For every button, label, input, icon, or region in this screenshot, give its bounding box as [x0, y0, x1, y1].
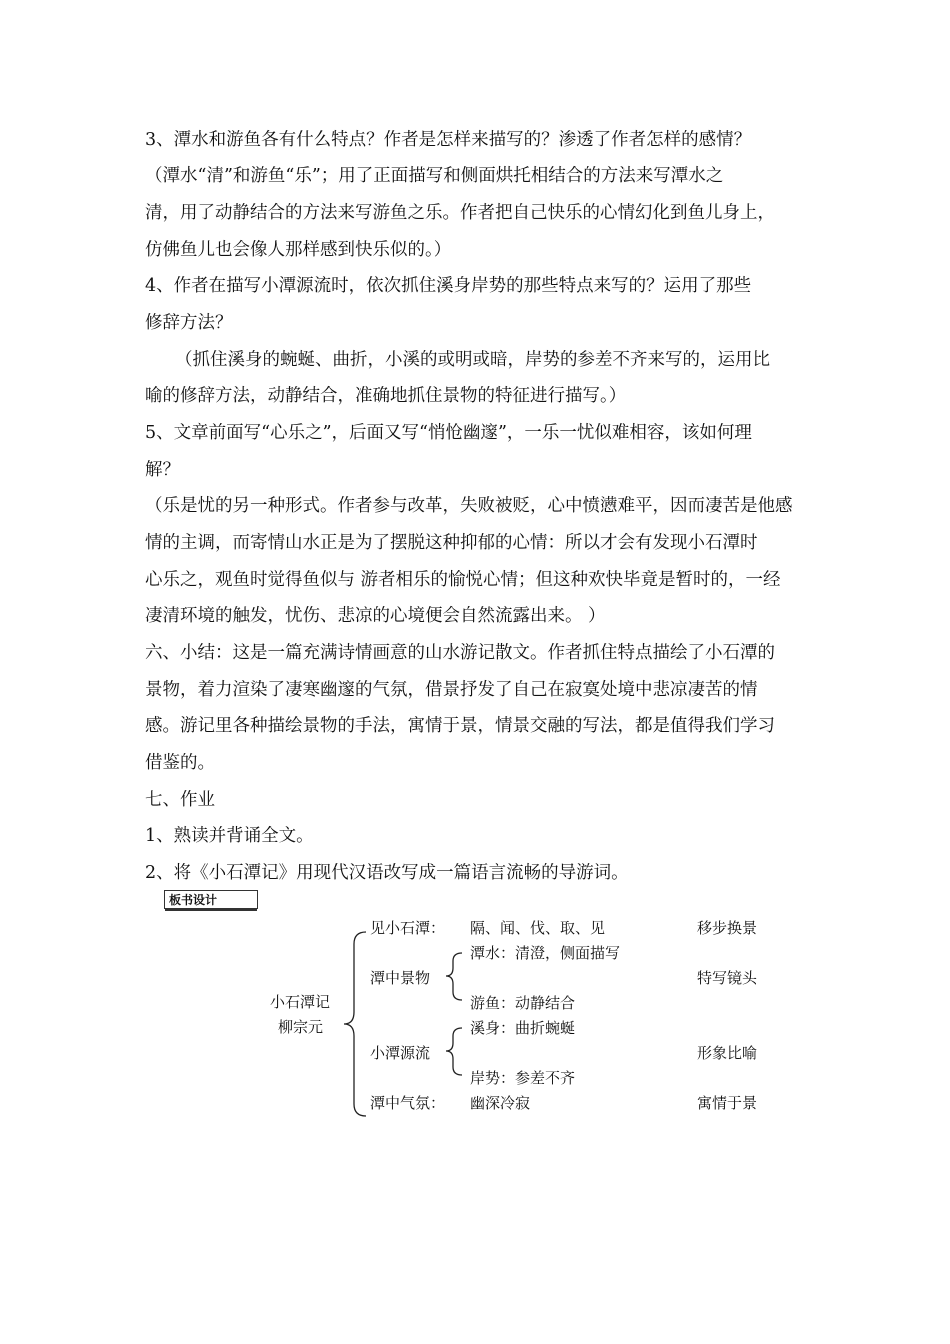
answer-3-line-2: 清，用了动静结合的方法来写游鱼之乐。作者把自己快乐的心情幻化到鱼儿身上， — [145, 203, 775, 223]
answer-5-line-4: 凄清环境的触发，忧伤、悲凉的心境便会自然流露出来。 ） — [145, 606, 606, 626]
row1-content: 隔、闻、伐、取、见 — [470, 919, 606, 937]
summary-line-2: 景物，着力渲染了凄寒幽邃的气氛，借景抒发了自己在寂寞处境中悲凉凄苦的情 — [145, 680, 758, 700]
row1-label: 见小石潭： — [370, 919, 446, 937]
question-3: 3、潭水和游鱼各有什么特点？作者是怎样来描写的？渗透了作者怎样的感情？ — [145, 130, 752, 150]
sub-brace-source — [446, 1028, 462, 1075]
board-heading: 板书设计 — [169, 893, 218, 907]
row2-sub2: 游鱼：动静结合 — [470, 994, 576, 1012]
answer-3-line-1: （潭水“清”和游鱼“乐”；用了正面描写和侧面烘托相结合的方法来写潭水之 — [145, 166, 724, 186]
homework-heading: 七、作业 — [145, 790, 215, 810]
homework-item-1: 1、熟读并背诵全文。 — [145, 826, 314, 846]
answer-5-line-3: 心乐之，观鱼时觉得鱼似与 游者相乐的愉悦心情；但这种欢快毕竟是暂时的，一经 — [145, 570, 781, 590]
row4-label: 潭中气氛： — [370, 1094, 446, 1112]
summary-line-3: 感。游记里各种描绘景物的手法，寓情于景，情景交融的写法，都是值得我们学习 — [145, 716, 775, 736]
answer-4-line-1: （抓住溪身的蜿蜒、曲折，小溪的或明或暗，岸势的参差不齐来写的，运用比 — [175, 350, 770, 370]
row2-label: 潭中景物 — [370, 969, 431, 987]
row3-label: 小潭源流 — [370, 1044, 431, 1062]
row2-note: 特写镜头 — [697, 969, 758, 987]
question-5-line-2: 解？ — [145, 460, 180, 480]
summary-line-4: 借鉴的。 — [145, 753, 215, 773]
answer-4-line-2: 喻的修辞方法，动静结合，准确地抓住景物的特征进行描写。） — [145, 386, 627, 406]
row3-sub1: 溪身：曲折蜿蜒 — [470, 1019, 576, 1037]
row3-note: 形象比喻 — [697, 1044, 758, 1062]
row1-note: 移步换景 — [697, 919, 758, 937]
main-brace — [344, 932, 366, 1116]
homework-item-2: 2、将《小石潭记》用现代汉语改写成一篇语言流畅的导游词。 — [145, 863, 629, 883]
board-title: 小石潭记 — [270, 993, 331, 1011]
summary-line-1: 六、小结：这是一篇充满诗情画意的山水游记散文。作者抓住特点描绘了小石潭的 — [145, 643, 775, 663]
row3-sub2: 岸势：参差不齐 — [470, 1069, 576, 1087]
answer-5-line-1: （乐是忧的另一种形式。作者参与改革，失败被贬，心中愤懑难平，因而凄苦是他感 — [145, 496, 793, 516]
question-4-line-2: 修辞方法？ — [145, 313, 233, 333]
question-4-line-1: 4、作者在描写小潭源流时，依次抓住溪身岸势的那些特点来写的？运用了那些 — [145, 276, 752, 296]
row4-content: 幽深冷寂 — [470, 1094, 531, 1112]
row2-sub1: 潭水：清澄，侧面描写 — [470, 944, 621, 962]
answer-5-line-2: 情的主调，而寄情山水正是为了摆脱这种抑郁的心情：所以才会有发现小石潭时 — [145, 533, 758, 553]
question-5-line-1: 5、文章前面写“心乐之”，后面又写“悄怆幽邃”，一乐一忧似难相容，该如何理 — [145, 423, 752, 443]
sub-brace-scenery — [446, 953, 462, 1000]
answer-3-line-3: 仿佛鱼儿也会像人那样感到快乐似的。） — [145, 240, 452, 260]
row4-note: 寓情于景 — [697, 1094, 758, 1112]
board-author: 柳宗元 — [278, 1018, 324, 1036]
